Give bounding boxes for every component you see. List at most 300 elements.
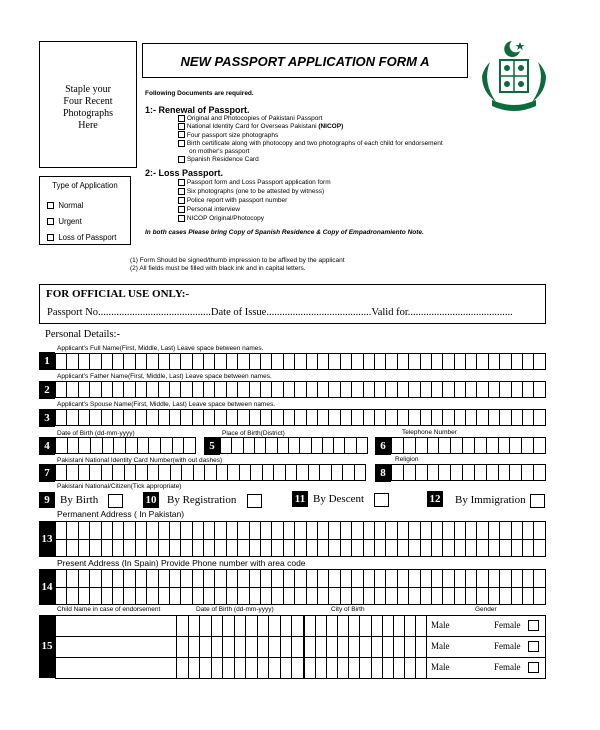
char-cell[interactable] [113,588,124,604]
char-cell[interactable] [217,465,228,480]
char-cell[interactable] [295,522,306,539]
char-cell[interactable] [432,570,443,587]
char-cell[interactable] [375,354,386,369]
char-cell[interactable] [421,522,432,539]
option-normal[interactable] [47,198,130,214]
char-cell[interactable] [392,438,404,453]
char-cell[interactable] [56,410,67,425]
char-cell[interactable] [261,410,272,425]
char-cell[interactable] [90,382,101,397]
char-cell[interactable] [386,522,397,539]
char-cell[interactable] [398,570,409,587]
religion-input[interactable] [391,464,546,481]
char-cell[interactable] [266,438,277,453]
loss-item-checkbox[interactable] [178,206,185,213]
char-cell[interactable] [79,588,90,604]
normal-checkbox[interactable] [47,202,54,209]
char-cell[interactable] [250,382,261,397]
char-cell[interactable] [523,382,534,397]
char-cell[interactable] [443,382,454,397]
char-cell[interactable] [102,570,113,587]
char-cell[interactable] [466,570,477,587]
char-cell[interactable] [307,410,318,425]
char-cell[interactable] [272,382,283,397]
char-cell[interactable] [215,588,226,604]
char-cell[interactable] [261,570,272,587]
char-cell[interactable] [67,540,78,556]
char-cell[interactable] [405,615,416,679]
char-cell[interactable] [181,570,192,587]
char-cell[interactable] [409,410,420,425]
char-cell[interactable] [223,615,235,679]
char-cell[interactable] [67,465,78,480]
char-cell[interactable] [409,382,420,397]
gender-checkbox[interactable] [528,620,539,631]
char-cell[interactable] [212,615,224,679]
char-cell[interactable] [455,540,466,556]
char-cell[interactable] [292,615,304,679]
char-cell[interactable] [375,570,386,587]
char-cell[interactable] [500,382,511,397]
char-cell[interactable] [124,540,135,556]
char-cell[interactable] [136,522,147,539]
place-of-birth-input[interactable] [220,437,368,454]
char-cell[interactable] [512,522,523,539]
char-cell[interactable] [284,570,295,587]
char-cell[interactable] [205,465,216,480]
char-cell[interactable] [227,410,238,425]
char-cell[interactable] [500,522,511,539]
char-cell[interactable] [522,438,534,453]
char-cell[interactable] [386,382,397,397]
char-cell[interactable] [318,354,329,369]
char-cell[interactable] [193,410,204,425]
char-cell[interactable] [181,522,192,539]
char-cell[interactable] [159,522,170,539]
char-cell[interactable] [103,438,115,453]
char-cell[interactable] [364,522,375,539]
char-cell[interactable] [238,570,249,587]
char-cell[interactable] [489,570,500,587]
char-cell[interactable] [332,465,343,480]
char-cell[interactable] [215,570,226,587]
char-cell[interactable] [443,410,454,425]
loss-item-checkbox[interactable] [178,215,185,222]
char-cell[interactable] [352,588,363,604]
char-cell[interactable] [246,615,258,679]
char-cell[interactable] [238,540,249,556]
char-cell[interactable] [193,588,204,604]
char-cell[interactable] [455,522,466,539]
char-cell[interactable] [534,354,545,369]
char-cell[interactable] [432,382,443,397]
char-cell[interactable] [79,410,90,425]
present-address-line-2[interactable] [55,587,546,605]
loss-item[interactable] [178,196,555,205]
char-cell[interactable] [238,522,249,539]
char-cell[interactable] [489,588,500,604]
char-cell[interactable] [421,382,432,397]
char-cell[interactable] [477,540,488,556]
char-cell[interactable] [523,540,534,556]
char-cell[interactable] [138,438,150,453]
char-cell[interactable] [67,570,78,587]
char-cell[interactable] [177,615,189,679]
char-cell[interactable] [250,410,261,425]
char-cell[interactable] [56,382,67,397]
char-cell[interactable] [512,354,523,369]
char-cell[interactable] [329,588,340,604]
char-cell[interactable] [386,354,397,369]
char-cell[interactable] [421,540,432,556]
char-cell[interactable] [309,465,320,480]
char-cell[interactable] [392,465,404,480]
char-cell[interactable] [136,465,147,480]
loss-item-checkbox[interactable] [178,197,185,204]
char-cell[interactable] [284,410,295,425]
char-cell[interactable] [329,522,340,539]
char-cell[interactable] [352,540,363,556]
char-cell[interactable] [404,465,416,480]
char-cell[interactable] [56,588,67,604]
char-cell[interactable] [295,382,306,397]
char-cell[interactable] [272,540,283,556]
char-cell[interactable] [136,410,147,425]
char-cell[interactable] [272,588,283,604]
char-cell[interactable] [227,540,238,556]
char-cell[interactable] [432,354,443,369]
renewal-item[interactable] [178,115,555,123]
char-cell[interactable] [297,465,308,480]
char-cell[interactable] [159,354,170,369]
char-cell[interactable] [455,410,466,425]
char-cell[interactable] [261,522,272,539]
char-cell[interactable] [466,382,477,397]
char-cell[interactable] [278,438,289,453]
char-cell[interactable] [489,410,500,425]
char-cell[interactable] [215,382,226,397]
char-cell[interactable] [181,410,192,425]
char-cell[interactable] [364,540,375,556]
char-cell[interactable] [466,522,477,539]
char-cell[interactable] [466,354,477,369]
char-cell[interactable] [255,438,266,453]
char-cell[interactable] [193,522,204,539]
char-cell[interactable] [56,570,67,587]
char-cell[interactable] [523,570,534,587]
char-cell[interactable] [67,522,78,539]
char-cell[interactable] [523,522,534,539]
char-cell[interactable] [170,522,181,539]
renewal-item[interactable] [178,131,555,139]
char-cell[interactable] [79,465,90,480]
char-cell[interactable] [102,410,113,425]
char-cell[interactable] [221,438,232,453]
char-cell[interactable] [136,540,147,556]
char-cell[interactable] [352,410,363,425]
char-cell[interactable] [136,588,147,604]
char-cell[interactable] [159,382,170,397]
char-cell[interactable] [349,615,360,679]
char-cell[interactable] [329,382,340,397]
char-cell[interactable] [432,522,443,539]
char-cell[interactable] [409,354,420,369]
char-cell[interactable] [159,570,170,587]
char-cell[interactable] [510,465,522,480]
char-cell[interactable] [67,382,78,397]
char-cell[interactable] [463,438,475,453]
char-cell[interactable] [272,522,283,539]
char-cell[interactable] [284,354,295,369]
char-cell[interactable] [487,465,499,480]
char-cell[interactable] [200,615,212,679]
char-cell[interactable] [329,570,340,587]
spouse-name-input[interactable] [55,409,546,426]
char-cell[interactable] [305,615,316,679]
char-cell[interactable] [364,410,375,425]
char-cell[interactable] [102,588,113,604]
nic-number-input[interactable] [55,464,366,481]
char-cell[interactable] [475,438,487,453]
char-cell[interactable] [147,588,158,604]
char-cell[interactable] [170,570,181,587]
char-cell[interactable] [357,438,368,453]
renewal-item[interactable] [178,156,555,164]
char-cell[interactable] [421,354,432,369]
char-cell[interactable] [386,540,397,556]
char-cell[interactable] [235,615,247,679]
char-cell[interactable] [398,588,409,604]
char-cell[interactable] [432,410,443,425]
char-cell[interactable] [114,438,126,453]
char-cell[interactable] [113,354,124,369]
char-cell[interactable] [102,465,113,480]
char-cell[interactable] [79,540,90,556]
char-cell[interactable] [432,540,443,556]
char-cell[interactable] [193,570,204,587]
char-cell[interactable] [500,588,511,604]
permanent-address-line-1[interactable] [55,521,546,540]
renewal-item[interactable] [178,140,555,148]
char-cell[interactable] [295,354,306,369]
char-cell[interactable] [272,570,283,587]
char-cell[interactable] [113,522,124,539]
by-immigration-checkbox[interactable] [530,494,545,508]
char-cell[interactable] [227,354,238,369]
char-cell[interactable] [215,540,226,556]
char-cell[interactable] [300,438,311,453]
char-cell[interactable] [102,522,113,539]
char-cell[interactable] [500,410,511,425]
char-cell[interactable] [124,570,135,587]
char-cell[interactable] [345,438,356,453]
char-cell[interactable] [204,410,215,425]
char-cell[interactable] [90,540,101,556]
char-cell[interactable] [91,438,103,453]
char-cell[interactable] [295,588,306,604]
char-cell[interactable] [360,615,371,679]
char-cell[interactable] [398,540,409,556]
char-cell[interactable] [318,410,329,425]
char-cell[interactable] [227,522,238,539]
char-cell[interactable] [79,570,90,587]
telephone-input[interactable] [391,437,546,454]
char-cell[interactable] [147,570,158,587]
char-cell[interactable] [334,438,345,453]
char-cell[interactable] [159,465,170,480]
char-cell[interactable] [90,410,101,425]
char-cell[interactable] [295,540,306,556]
char-cell[interactable] [341,588,352,604]
char-cell[interactable] [204,382,215,397]
char-cell[interactable] [477,570,488,587]
char-cell[interactable] [56,465,67,480]
char-cell[interactable] [170,354,181,369]
char-cell[interactable] [295,570,306,587]
char-cell[interactable] [307,570,318,587]
char-cell[interactable] [338,615,349,679]
char-cell[interactable] [341,382,352,397]
char-cell[interactable] [240,465,251,480]
urgent-checkbox[interactable] [47,218,54,225]
char-cell[interactable] [428,438,440,453]
char-cell[interactable] [455,588,466,604]
char-cell[interactable] [307,522,318,539]
char-cell[interactable] [489,354,500,369]
char-cell[interactable] [343,465,354,480]
char-cell[interactable] [404,438,416,453]
loss-item[interactable] [178,214,555,223]
char-cell[interactable] [67,354,78,369]
char-cell[interactable] [124,522,135,539]
char-cell[interactable] [534,522,545,539]
present-address-line-1[interactable] [55,569,546,588]
char-cell[interactable] [181,540,192,556]
gender-checkbox[interactable] [528,662,539,673]
char-cell[interactable] [421,410,432,425]
char-cell[interactable] [56,540,67,556]
char-cell[interactable] [68,438,80,453]
char-cell[interactable] [329,354,340,369]
char-cell[interactable] [181,354,192,369]
char-cell[interactable] [364,382,375,397]
char-cell[interactable] [398,382,409,397]
char-cell[interactable] [455,570,466,587]
char-cell[interactable] [500,354,511,369]
char-cell[interactable] [534,588,545,604]
char-cell[interactable] [386,410,397,425]
char-cell[interactable] [416,465,428,480]
char-cell[interactable] [534,570,545,587]
char-cell[interactable] [251,465,262,480]
char-cell[interactable] [184,438,196,453]
char-cell[interactable] [439,465,451,480]
char-cell[interactable] [136,382,147,397]
char-cell[interactable] [204,354,215,369]
full-name-input[interactable] [55,353,546,370]
char-cell[interactable] [113,570,124,587]
char-cell[interactable] [489,522,500,539]
char-cell[interactable] [477,588,488,604]
char-cell[interactable] [364,354,375,369]
char-cell[interactable] [409,522,420,539]
char-cell[interactable] [170,410,181,425]
char-cell[interactable] [79,522,90,539]
char-cell[interactable] [232,438,243,453]
char-cell[interactable] [204,588,215,604]
char-cell[interactable] [284,522,295,539]
char-cell[interactable] [443,588,454,604]
char-cell[interactable] [341,522,352,539]
gender-checkbox[interactable] [528,641,539,652]
char-cell[interactable] [274,465,285,480]
char-cell[interactable] [375,540,386,556]
char-cell[interactable] [193,354,204,369]
char-cell[interactable] [159,540,170,556]
char-cell[interactable] [204,540,215,556]
char-cell[interactable] [499,465,511,480]
char-cell[interactable] [421,588,432,604]
char-cell[interactable] [416,615,427,679]
char-cell[interactable] [398,354,409,369]
char-cell[interactable] [238,410,249,425]
loss-item-checkbox[interactable] [178,179,185,186]
char-cell[interactable] [147,410,158,425]
char-cell[interactable] [323,438,334,453]
char-cell[interactable] [489,540,500,556]
char-cell[interactable] [250,540,261,556]
char-cell[interactable] [512,588,523,604]
char-cell[interactable] [500,570,511,587]
char-cell[interactable] [416,438,428,453]
char-cell[interactable] [466,540,477,556]
char-cell[interactable] [383,615,394,679]
char-cell[interactable] [56,522,67,539]
char-cell[interactable] [477,382,488,397]
char-cell[interactable] [170,540,181,556]
char-cell[interactable] [263,465,274,480]
char-cell[interactable] [489,382,500,397]
char-cell[interactable] [455,382,466,397]
char-cell[interactable] [258,615,270,679]
char-cell[interactable] [375,410,386,425]
char-cell[interactable] [149,438,161,453]
char-cell[interactable] [136,354,147,369]
child-dob-input[interactable] [176,615,304,679]
char-cell[interactable] [90,570,101,587]
char-cell[interactable] [522,465,534,480]
char-cell[interactable] [147,354,158,369]
char-cell[interactable] [286,465,297,480]
char-cell[interactable] [477,354,488,369]
char-cell[interactable] [398,410,409,425]
char-cell[interactable] [261,354,272,369]
char-cell[interactable] [238,354,249,369]
char-cell[interactable] [90,522,101,539]
char-cell[interactable] [261,588,272,604]
char-cell[interactable] [355,465,366,480]
char-cell[interactable] [475,465,487,480]
char-cell[interactable] [227,570,238,587]
char-cell[interactable] [125,465,136,480]
char-cell[interactable] [534,438,546,453]
char-cell[interactable] [352,522,363,539]
char-cell[interactable] [159,410,170,425]
char-cell[interactable] [375,382,386,397]
char-cell[interactable] [215,522,226,539]
char-cell[interactable] [512,382,523,397]
char-cell[interactable] [90,465,101,480]
